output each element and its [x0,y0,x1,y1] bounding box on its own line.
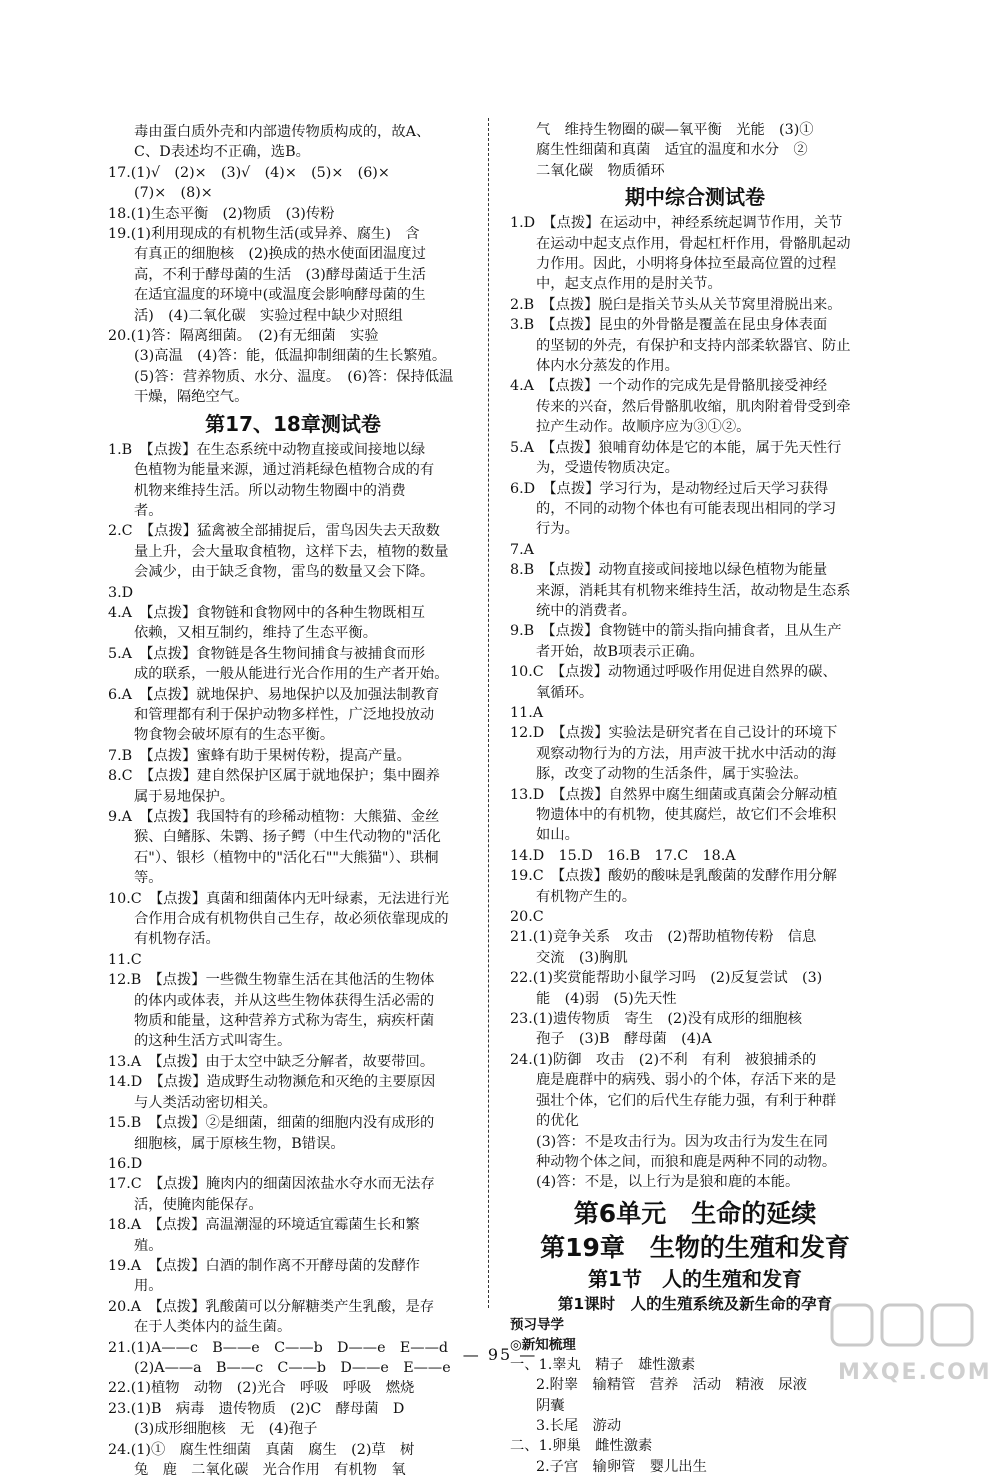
answer-line: 毒由蛋白质外壳和内部遗传物质构成的，故A、 [134,124,431,140]
answer-line: 中，起支点作用的是肘关节。 [536,276,722,293]
heading-test-17-18: 第17、18章测试卷 [205,411,381,436]
answer-line: 12.D 【点拨】实验法是研究者在自己设计的环境下 [510,725,838,742]
chapter-title: 第19章 生物的生殖和发育 [540,1232,850,1262]
answer-line: 物遗体中的有机物，使其腐烂，故它们不会堆积 [536,807,837,823]
answer-line: 19.A 【点拨】白酒的制作离不开酵母菌的发酵作 [108,1257,420,1274]
left-column [108,122,478,1480]
answer-line: 16.D [108,1155,143,1172]
lesson-title: 第1课时 人的生殖系统及新生命的孕育 [557,1294,833,1313]
answer-line: 在适宜温度的环境中(或温度会影响酵母菌的生 [134,287,426,304]
column-divider [488,118,489,1308]
answer-line: 4.A 【点拨】食物链和食物网中的各种生物既相互 [108,604,426,621]
answer-line: 7.A [510,541,534,558]
right-lines-3 [510,1355,880,1477]
answer-line: 24.(1)防御 攻击 (2)不利 有利 被狼捕杀的 [510,1051,817,1068]
answer-line: 5.A 【点拨】食物链是各生物间捕食与被捕食而形 [108,645,426,662]
heading-midterm-test: 期中综合测试卷 [625,185,765,210]
answer-line: 20.(1)答：隔离细菌。 (2)有无细菌 实验 [108,328,379,345]
answer-line: 19.(1)利用现成的有机物生活(或异养、腐生) 含 [108,226,420,243]
answer-line: 细胞核，属于原核生物，B错误。 [134,1135,345,1152]
answer-line: 为，受遗传物质决定。 [536,460,679,477]
answer-line: 会减少，由于缺乏食物，雷鸟的数量又会下降。 [134,564,435,581]
answer-line: 的，不同的动物个体也有可能表现出相同的学习 [536,500,837,517]
answer-line: 传来的兴奋，然后骨骼肌收缩，肌肉附着骨受到牵 [536,398,851,415]
answer-line: 石"）、银杉（植物中的"活化石""大熊猫"）、珙桐 [134,849,439,866]
answer-line: 21.(1)A——c B——e C——b D——e E——d [108,1339,449,1356]
answer-line: 来源，消耗其有机物来维持生活，故动物是生态系 [536,582,851,599]
answer-line: 2.C 【点拨】猛禽被全部捕捉后，雷鸟因失去天敌数 [108,523,440,540]
answer-line: 气 维持生物圈的碳—氧平衡 光能 (3)① [536,122,814,138]
answer-line: 10.C 【点拨】动物通过呼吸作用促进自然界的碳、 [510,664,837,681]
answer-line: (2)A——a B——c C——b D——e E——e [134,1359,451,1376]
answer-line: 腐生性细菌和真菌 适宜的温度和水分 ② [536,142,808,159]
answer-line: 与人类活动密切相关。 [134,1094,277,1111]
answer-line: 18.A 【点拨】高温潮湿的环境适宜霉菌生长和繁 [108,1217,420,1234]
answer-line: 属于易地保护。 [134,788,235,805]
answer-line: 23.(1)B 病毒 遗传物质 (2)C 酵母菌 D [108,1400,405,1417]
answer-line: 13.D 【点拨】自然界中腐生细菌或真菌会分解动植 [510,786,838,803]
answer-line: 2.B 【点拨】脱臼是指关节头从关节窝里滑脱出来。 [510,296,842,313]
answer-line: 的坚韧的外壳，有保护和支持内部柔软器官、防止 [536,337,851,354]
answer-line: 机物来维持生活。所以动物生物圈中的消费 [134,482,406,499]
answer-line: 1.D 【点拨】在运动中，神经系统起调节作用，关节 [510,215,843,232]
answer-line: 阴囊 [536,1397,565,1414]
answer-line: 豚，改变了动物的生活条件，属于实验法。 [536,766,808,783]
answer-line: 6.D 【点拨】学习行为，是动物经过后天学习获得 [510,480,829,497]
answer-line: 22.(1)植物 动物 (2)光合 呼吸 呼吸 燃烧 [108,1380,415,1397]
answer-line: 猴、白鳍豚、朱鹮、扬子鳄（中生代动物的"活化 [134,829,441,846]
answer-line: 活，使腌肉能保存。 [134,1196,263,1213]
answer-line: 12.B 【点拨】一些微生物靠生活在其他活的生物体 [108,972,435,989]
answer-line: 9.A 【点拨】我国特有的珍稀动植物：大熊猫、金丝 [108,809,440,825]
answer-line: 5.A 【点拨】狼哺育幼体是它的本能，属于先天性行 [510,439,842,456]
answer-line: 17.C 【点拨】腌肉内的细菌因浓盐水夺水而无法存 [108,1176,435,1193]
page-number: — 95 — [462,1345,538,1364]
answer-line: 氧循环。 [536,684,594,701]
answer-line: 高，不利于酵母菌的生活 (3)酵母菌适于生活 [134,266,426,283]
answer-line: 8.C 【点拨】建自然保护区属于就地保护；集中圈养 [108,768,440,785]
answer-line: 6.A 【点拨】就地保护、易地保护以及加强法制教育 [108,686,440,703]
right-lines-1 [510,120,880,181]
answer-line: 有机物存活。 [134,931,220,948]
answer-line: C、D表述均不正确，选B。 [134,144,310,161]
answer-line: 在运动中起支点作用，骨起杠杆作用，骨骼肌起动 [536,235,851,252]
section-title: 第1节 人的生殖和发育 [588,1266,802,1291]
answer-line: 2.子宫 输卵管 婴儿出生 [536,1458,707,1475]
answer-line: 2.附睾 输精管 营养 活动 精液 尿液 [536,1377,807,1394]
answer-line: 物食物会破坏原有的生态平衡。 [134,727,335,744]
answer-line: 统中的消费者。 [536,602,637,619]
answer-line: 行为。 [536,521,579,538]
answer-line: 在于人类体内的益生菌。 [134,1319,292,1336]
answer-line: 11.A [510,704,544,721]
answer-line: 者开始，故B项表示正确。 [536,643,704,660]
answer-line: 能 (4)弱 (5)先天性 [536,990,677,1007]
answer-line: 10.C 【点拨】真菌和细菌体内无叶绿素，无法进行光 [108,890,450,907]
answer-line: 二氧化碳 物质循环 [536,162,665,179]
answer-line: 3.B 【点拨】昆虫的外骨骼是覆盖在昆虫身体表面 [510,317,828,334]
answer-line: 14.D 【点拨】造成野生动物濒危和灭绝的主要原因 [108,1074,436,1091]
left-lines-2 [108,440,478,1480]
answer-line: (7)× (8)× [134,185,213,202]
answer-line: 用。 [134,1278,163,1295]
answer-line: 依赖，又相互制约，维持了生态平衡。 [134,625,378,642]
answer-line: 1.B 【点拨】在生态系统中动物直接或间接地以绿 [108,441,426,458]
answer-line: 7.B 【点拨】蜜蜂有助于果树传粉，提高产量。 [108,747,411,764]
answer-line: (3)高温 (4)答：能，低温抑制细菌的生长繁殖。 [134,348,447,365]
answer-line: 干燥，隔绝空气。 [134,389,249,406]
answer-line: 23.(1)遗传物质 寄生 (2)没有成形的细胞核 [510,1011,802,1028]
answer-line: 20.C [510,909,544,926]
preview-guide-label: 预习导学 [510,1316,564,1333]
answer-line: 体内水分蒸发的作用。 [536,358,679,375]
answer-line: (5)答：营养物质、水分、温度。 (6)答：保持低温 [134,368,454,385]
answer-line: 有机物产生的。 [536,888,637,905]
answer-line: 3.D [108,584,134,601]
answer-line: 24.(1)① 腐生性细菌 真菌 腐生 (2)草 树 [108,1441,415,1458]
answer-line: 18.(1)生态平衡 (2)物质 (3)传粉 [108,205,335,222]
new-knowledge-label: ◎新知梳理 [510,1336,576,1353]
answer-line: 鹿是鹿群中的病残、弱小的个体，存活下来的是 [536,1072,837,1089]
answer-line: 合作用合成有机物供自己生存，故必须依靠现成的 [134,911,449,928]
answer-line: 者。 [134,502,163,519]
answer-line: 观察动物行为的方法，用声波干扰水中活动的海 [536,745,837,762]
answer-line: (3)成形细胞核 无 (4)孢子 [134,1421,318,1438]
answer-line: 15.B 【点拨】②是细菌，细菌的细胞内没有成形的 [108,1115,435,1132]
answer-line: 19.C 【点拨】酸奶的酸味是乳酸菌的发酵作用分解 [510,868,837,885]
watermark-text: MXQE.COM [838,1360,992,1385]
answer-line: 交流 (3)胸肌 [536,949,628,966]
answer-line: 21.(1)竞争关系 攻击 (2)帮助植物传粉 信息 [510,929,817,946]
answer-line: 4.A 【点拨】一个动作的完成先是骨骼肌接受神经 [510,378,828,395]
answer-line: 的这种生活方式叫寄生。 [134,1033,292,1050]
answer-line: 13.A 【点拨】由于太空中缺乏分解者，故要带回。 [108,1053,435,1070]
right-lines-2 [510,213,880,1193]
answer-line: 有真正的细胞核 (2)换成的热水使面团温度过 [134,246,426,263]
right-column [510,120,880,1477]
answer-line: 孢子 (3)B 酵母菌 (4)A [536,1031,712,1048]
answer-line: 如山。 [536,827,579,844]
answer-line: (4)答：不是，以上行为是狼和鹿的本能。 [536,1174,800,1191]
left-lines-1 [108,122,478,408]
answer-line: 强壮个体，它们的后代生存能力强，有利于种群 [536,1092,837,1109]
answer-line: 20.A 【点拨】乳酸菌可以分解糖类产生乳酸，是存 [108,1298,435,1315]
answer-line: 拉产生动作。故顺序应为③①②。 [536,419,751,436]
answer-line: 8.B 【点拨】动物直接或间接地以绿色植物为能量 [510,562,828,579]
answer-line: 物质和能量，这种营养方式称为寄生，病疾杆菌 [134,1013,435,1030]
answer-line: 量上升，会大量取食植物，这样下去，植物的数量 [134,543,449,560]
answer-line: 等。 [134,870,163,887]
answer-line: 种动物个体之间，而狼和鹿是两种不同的动物。 [536,1153,837,1170]
watermark-logo [828,1301,992,1387]
answer-line: 3.长尾 游动 [536,1417,622,1434]
answer-line: (3)答：不是攻击行为。因为攻击行为发生在同 [536,1133,828,1150]
answer-line: 活) (4)二氧化碳 实验过程中缺少对照组 [134,307,403,324]
answer-line: 的体内或体表，并从这些生物体获得生活必需的 [134,992,435,1009]
answer-line: 一、1.睾丸 精子 雄性激素 [510,1356,696,1373]
answer-line: 二、1.卵巢 雌性激素 [510,1438,653,1455]
answer-line: 14.D 15.D 16.B 17.C 18.A [510,847,736,864]
answer-line: 兔 鹿 二氧化碳 光合作用 有机物 氧 [134,1462,406,1478]
answer-line: 殖。 [134,1237,163,1254]
answer-line: 色植物为能量来源，通过消耗绿色植物合成的有 [134,462,435,479]
answer-line: 和管理都有利于保护动物多样性，广泛地投放动 [134,706,435,723]
unit-title: 第6单元 生命的延续 [573,1198,817,1228]
answer-line: 成的联系，一般从能进行光合作用的生产者开始。 [134,666,449,683]
answer-line: 力作用。因此，小明将身体拉至最高位置的过程 [536,256,837,273]
answer-line: 17.(1)√ (2)× (3)√ (4)× (5)× (6)× [108,164,390,181]
answer-line: 11.C [108,951,142,968]
answer-line: 22.(1)奖赏能帮助小鼠学习吗 (2)反复尝试 (3) [510,970,823,987]
answer-line: 的优化 [536,1113,579,1130]
answer-line: 9.B 【点拨】食物链中的箭头指向捕食者，且从生产 [510,623,842,640]
